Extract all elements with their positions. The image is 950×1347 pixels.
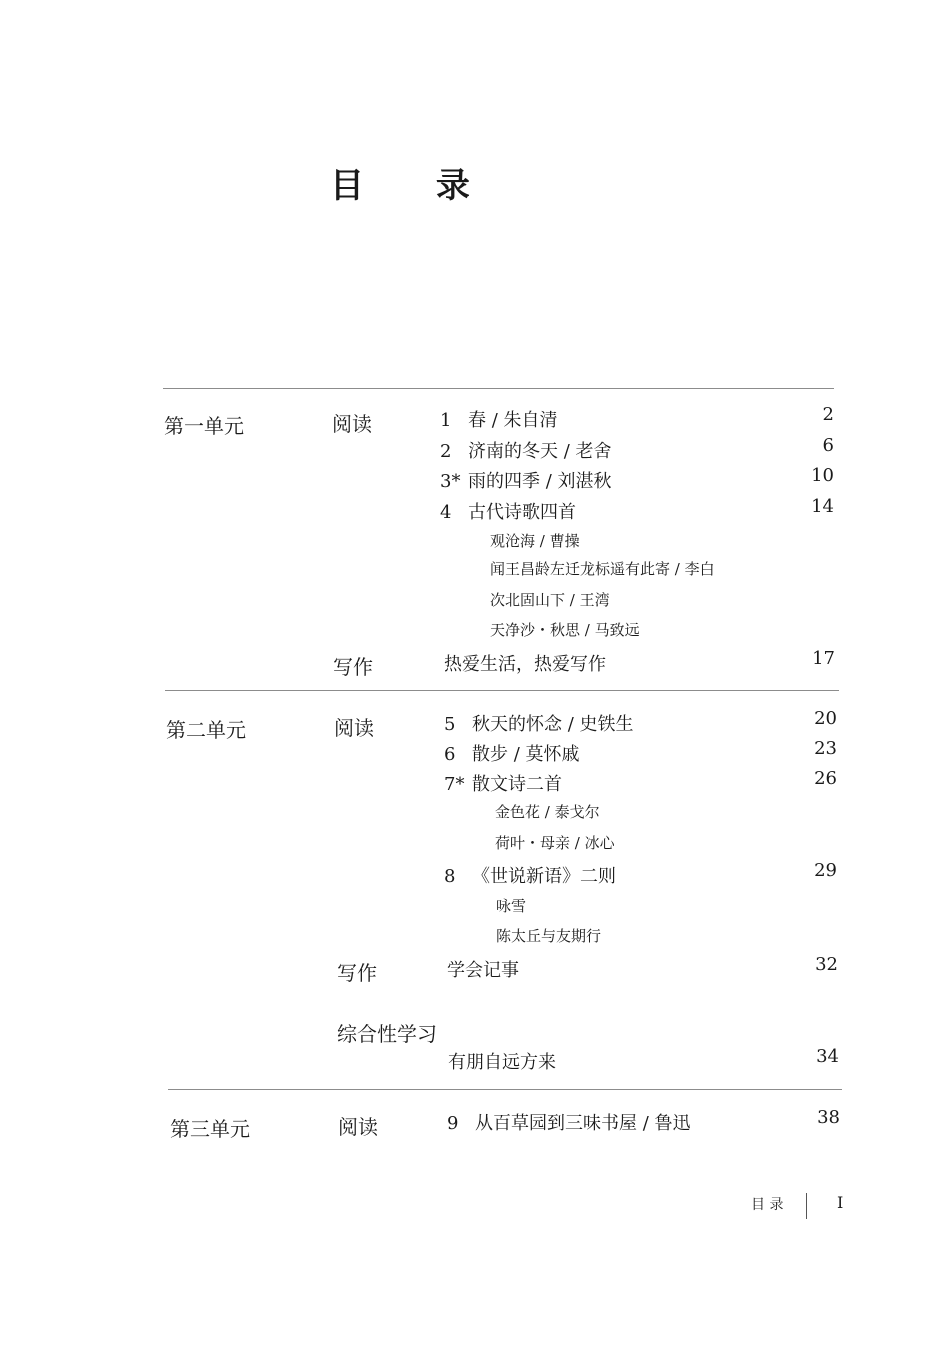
- lesson-number: 3*: [440, 471, 461, 492]
- sub-entry[interactable]: 次北固山下 / 王湾: [490, 591, 610, 609]
- toc-entry[interactable]: [444, 770, 562, 796]
- toc-entry[interactable]: [448, 1048, 556, 1074]
- lesson-title: 有朋自远方来: [448, 1052, 556, 1073]
- lesson-title: 《世说新语》二则: [472, 866, 616, 887]
- section-label: 阅读: [334, 716, 374, 740]
- page-number: 10: [811, 465, 834, 486]
- sub-entry[interactable]: 闻王昌龄左迁龙标遥有此寄 / 李白: [490, 560, 715, 578]
- lesson-number: 1: [440, 410, 452, 431]
- page-number: 26: [814, 768, 837, 789]
- page-title: 目 录: [330, 166, 500, 206]
- section-label: 综合性学习: [337, 1022, 437, 1046]
- lesson-number: 8: [444, 866, 456, 887]
- toc-entry[interactable]: [440, 467, 612, 493]
- unit-divider: [163, 388, 834, 389]
- lesson-number: 4: [440, 502, 452, 523]
- section-label: 写作: [333, 655, 373, 679]
- lesson-title: 热爱生活，热爱写作: [444, 654, 606, 675]
- sub-entry[interactable]: 荷叶・母亲 / 冰心: [495, 834, 615, 852]
- section-label: 阅读: [338, 1115, 378, 1139]
- unit-divider: [168, 1089, 842, 1090]
- lesson-title: 从百草园到三味书屋 / 鲁迅: [475, 1113, 691, 1134]
- sub-entry[interactable]: 咏雪: [496, 897, 527, 915]
- section-label: 写作: [337, 961, 377, 985]
- page-number: 20: [814, 708, 837, 729]
- lesson-title: 散文诗二首: [472, 774, 562, 795]
- footer-page-number: I: [837, 1193, 844, 1212]
- page-number: 34: [816, 1046, 839, 1067]
- toc-entry[interactable]: [440, 498, 576, 524]
- lesson-title: 散步 / 莫怀戚: [472, 744, 580, 765]
- toc-entry[interactable]: [444, 650, 606, 676]
- sub-entry[interactable]: 陈太丘与友期行: [496, 927, 602, 945]
- lesson-number: 2: [440, 441, 452, 462]
- page-number: 38: [817, 1107, 840, 1128]
- lesson-title: 济南的冬天 / 老舍: [468, 441, 612, 462]
- footer-divider: [806, 1193, 807, 1219]
- toc-entry[interactable]: [444, 862, 616, 888]
- page-number: 32: [815, 954, 838, 975]
- footer-title: 目 录: [751, 1197, 784, 1213]
- lesson-title: 秋天的怀念 / 史铁生: [472, 714, 634, 735]
- section-label: 阅读: [332, 412, 372, 436]
- lesson-title: 古代诗歌四首: [468, 502, 576, 523]
- sub-entry[interactable]: 金色花 / 泰戈尔: [495, 803, 600, 821]
- toc-entry[interactable]: [440, 406, 558, 432]
- lesson-number: 6: [444, 744, 456, 765]
- toc-entry[interactable]: [444, 710, 634, 736]
- unit-title: 第一单元: [164, 414, 244, 438]
- lesson-number: 7*: [444, 774, 465, 795]
- lesson-title: 学会记事: [447, 960, 519, 981]
- page-number: 29: [814, 860, 837, 881]
- lesson-number: 9: [447, 1113, 459, 1134]
- page-number: 23: [814, 738, 837, 759]
- page-number: 6: [822, 435, 834, 456]
- unit-divider: [165, 690, 839, 691]
- lesson-title: 春 / 朱自清: [468, 410, 558, 431]
- toc-entry[interactable]: [444, 740, 580, 766]
- page-number: 17: [812, 648, 835, 669]
- sub-entry[interactable]: 观沧海 / 曹操: [490, 532, 580, 550]
- lesson-title: 雨的四季 / 刘湛秋: [468, 471, 612, 492]
- page-number: 14: [811, 496, 834, 517]
- toc-entry[interactable]: [440, 437, 612, 463]
- page-number: 2: [822, 404, 834, 425]
- unit-title: 第二单元: [166, 718, 246, 742]
- unit-title: 第三单元: [170, 1117, 250, 1141]
- sub-entry[interactable]: 天净沙・秋思 / 马致远: [490, 621, 640, 639]
- lesson-number: 5: [444, 714, 456, 735]
- toc-entry[interactable]: [447, 956, 519, 982]
- toc-entry[interactable]: [447, 1109, 691, 1135]
